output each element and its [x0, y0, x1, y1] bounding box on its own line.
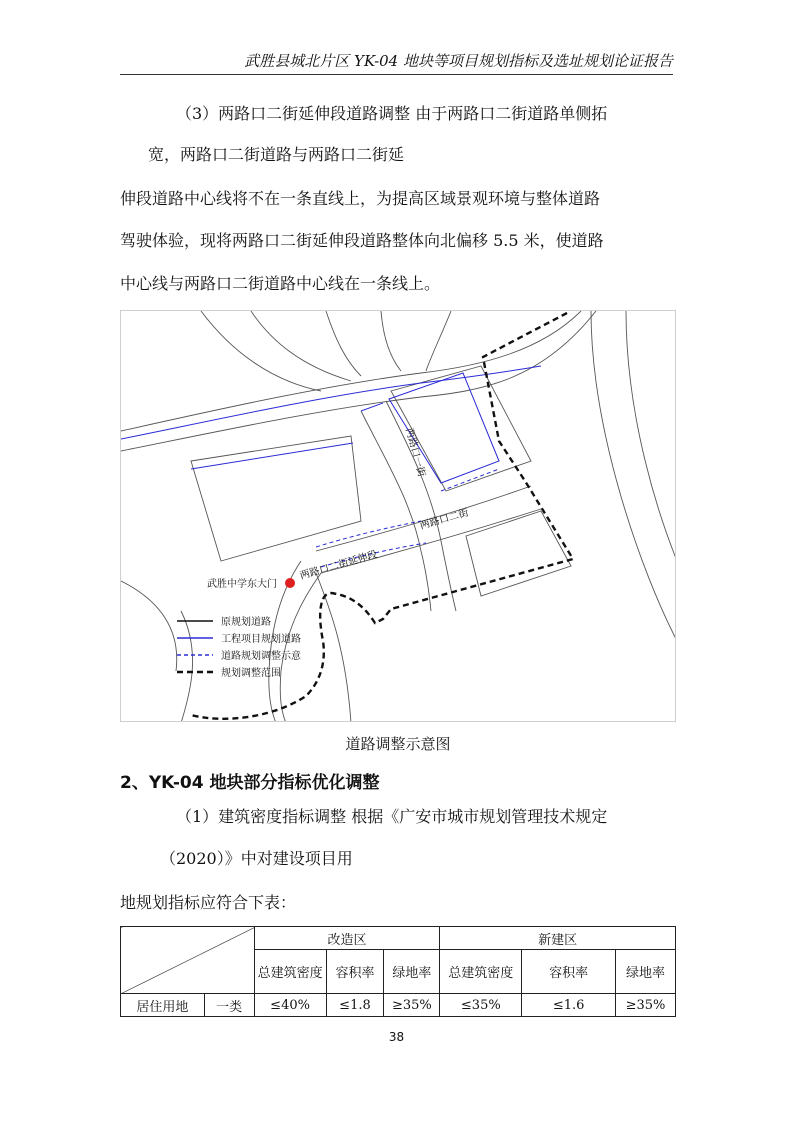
project-diag: [361, 403, 383, 411]
legend-label-project: 工程项目规划道路: [221, 634, 301, 645]
south-west-curve-2: [121, 581, 177, 671]
project-block: [389, 373, 499, 483]
table-subheader: 容积率: [326, 950, 384, 994]
table-header-row-1: [121, 927, 676, 950]
label-road3: 两路口二街延伸段: [298, 549, 379, 582]
label-road2: 两路口二街: [418, 507, 470, 532]
map-legend: [177, 615, 301, 679]
adjusted-roads: [316, 469, 499, 567]
legend-label-original: 原规划道路: [221, 617, 271, 628]
table-cell: ≤35%: [440, 994, 522, 1017]
table-cell-class: 一类: [204, 994, 254, 1017]
page-number: 38: [388, 1030, 405, 1044]
ramp-mid-2: [381, 311, 401, 371]
south-west-curve: [181, 611, 193, 722]
legend-label-adjust: 道路规划调整示意: [221, 651, 301, 662]
section3-line4: 驾驶体验，现将两路口二街延伸段道路整体向北偏移 5.5 米，使道路: [120, 231, 604, 250]
table-row: [121, 994, 676, 1017]
section3-line2: 宽，两路口二街道路与两路口二街延: [148, 145, 405, 164]
main-road-south-edge: [121, 311, 596, 451]
table-cell: ≥35%: [384, 994, 440, 1017]
map-svg: [121, 311, 676, 722]
section1-line3: 地规划指标应符合下表：: [120, 893, 297, 912]
table-cell: ≤1.6: [522, 994, 616, 1017]
table-subheader: 容积率: [522, 950, 616, 994]
table-subheader: 总建筑密度: [440, 950, 522, 994]
table-group-new: 新建区: [440, 927, 676, 950]
section3-line1: （3）两路口二街延伸段道路调整 由于两路口二街道路单侧拓: [176, 104, 608, 123]
table-cell: ≥35%: [616, 994, 676, 1017]
sw-edge: [316, 573, 351, 722]
table-cell: ≤1.8: [326, 994, 384, 1017]
project-west-block: [191, 443, 353, 469]
project-roads: [121, 366, 541, 483]
east-curve: [591, 311, 676, 641]
road-adjustment-map: [120, 310, 676, 722]
ramp-mid-1: [326, 311, 361, 376]
ramp-right-1: [426, 311, 451, 371]
block-west: [191, 436, 361, 561]
east-curve-2: [626, 311, 676, 561]
table-subheader: 绿地率: [384, 950, 440, 994]
road1-east: [386, 401, 456, 611]
section1-line1: （1）建筑密度指标调整 根据《广安市城市规划管理技术规定: [176, 807, 608, 826]
original-roads: [121, 311, 676, 722]
label-poi: 武胜中学东大门: [207, 579, 277, 590]
table-cell: ≤40%: [254, 994, 326, 1017]
table-subheader: 绿地率: [616, 950, 676, 994]
road1-west: [361, 411, 431, 611]
table-corner-cell: [121, 927, 255, 994]
section3-line3: 伸段道路中心线将不在一条直线上，为提高区域景观环境与整体道路: [120, 189, 601, 208]
table-group-rebuild: 改造区: [254, 927, 440, 950]
section1-line2: （2020）》中对建设项目用: [160, 849, 353, 868]
section3-line5: 中心线与两路口二街道路中心线在一条线上。: [120, 274, 441, 293]
ramp-left-1: [201, 311, 321, 391]
table-subheader: 总建筑密度: [254, 950, 326, 994]
legend-label-boundary: 规划调整范围: [221, 668, 281, 679]
table-cell-type: 居住用地: [121, 994, 205, 1017]
index-table: [120, 926, 676, 1017]
running-header: 武胜县城北片区 YK-04 地块等项目规划指标及选址规划论证报告: [120, 50, 673, 75]
adjusted-road3-north: [316, 521, 421, 547]
section2-heading: 2、YK-04 地块部分指标优化调整: [120, 773, 380, 793]
figure-caption: 道路调整示意图: [345, 735, 451, 753]
project-main-road: [121, 366, 541, 439]
label-road1: 两路口一街: [403, 426, 427, 479]
road2-north: [316, 486, 531, 551]
poi-marker: [285, 578, 295, 588]
